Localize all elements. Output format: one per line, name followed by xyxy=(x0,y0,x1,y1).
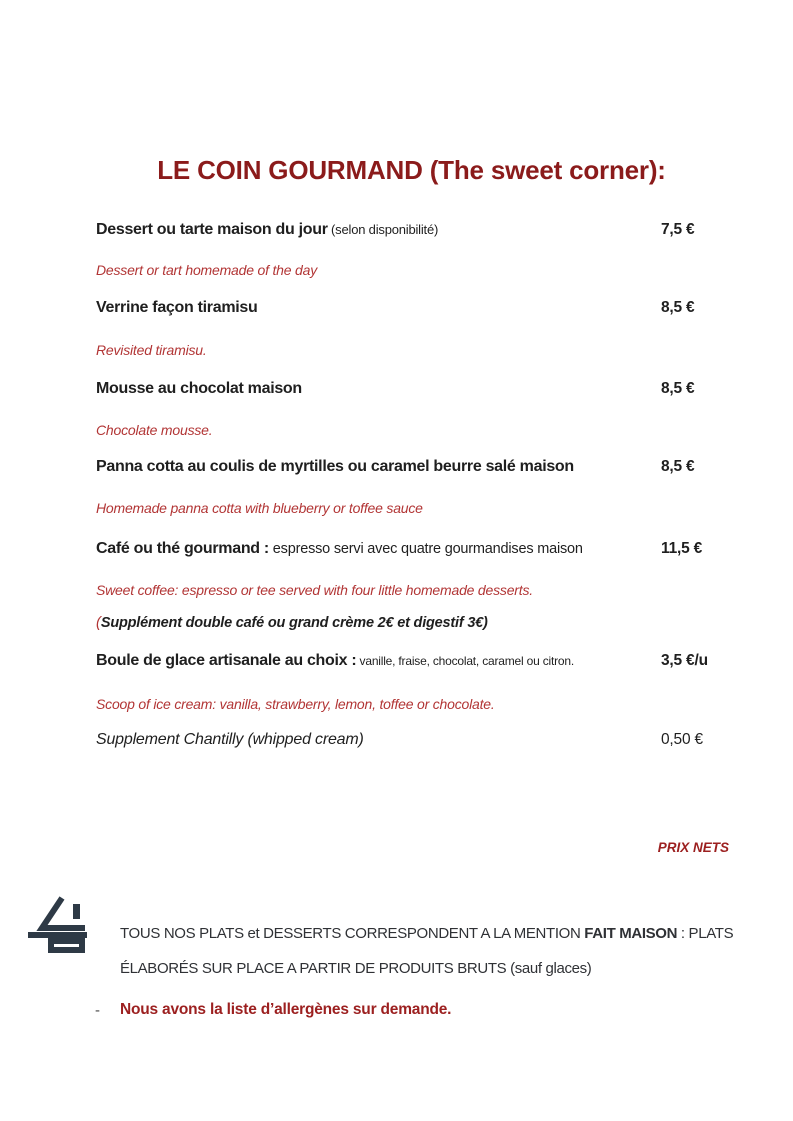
fait-maison-bold-label: FAIT MAISON xyxy=(584,925,678,942)
fait-maison-line-2: ÉLABORÉS SUR PLACE A PARTIR DE PRODUITS BRUTS (sauf glaces) xyxy=(120,960,592,977)
supplement-note: (Supplément double café ou grand crème 2€ et digestif 3€) xyxy=(96,615,488,631)
item-description: espresso servi avec quatre gourmandises maison xyxy=(268,541,583,557)
item-price: 11,5 € xyxy=(661,540,703,557)
page-title: LE COIN GOURMAND (The sweet corner): xyxy=(157,155,666,185)
item-price: 3,5 €/u xyxy=(661,652,708,669)
menu-item-translation: Scoop of ice cream: vanilla, strawberry, lemon, toffee or chocolate. xyxy=(96,696,495,712)
item-availability-note: (selon disponibilité) xyxy=(327,222,439,237)
item-price: 7,5 € xyxy=(661,221,695,238)
menu-item-translation: Dessert or tart homemade of the day xyxy=(96,262,317,278)
menu-item-supplement-chantilly xyxy=(96,731,763,749)
item-name: Café ou thé gourmand : xyxy=(96,540,269,557)
menu-item-boule-de-glace xyxy=(96,652,763,670)
note-open-paren: ( xyxy=(96,615,101,631)
item-price: 8,5 € xyxy=(661,458,695,475)
menu-item-translation: Sweet coffee: espresso or tee served with four little homemade desserts. xyxy=(96,582,533,598)
item-flavours: vanille, fraise, chocolat, caramel ou citron. xyxy=(356,654,574,668)
item-name: Verrine façon tiramisu xyxy=(96,299,258,316)
item-name: Boule de glace artisanale au choix : xyxy=(96,652,357,669)
menu-item-translation: Homemade panna cotta with blueberry or toffee sauce xyxy=(96,500,423,516)
item-name: Supplement Chantilly (whipped cream) xyxy=(96,731,364,748)
fait-maison-house-saucepan-icon xyxy=(28,894,90,954)
allergens-bullet-dash: - xyxy=(95,1002,100,1019)
prix-nets-label: PRIX NETS xyxy=(657,840,729,855)
menu-item-panna-cotta xyxy=(96,458,763,476)
item-price: 8,5 € xyxy=(661,299,695,316)
menu-item-verrine-tiramisu xyxy=(96,299,763,317)
item-price: 8,5 € xyxy=(661,380,695,397)
menu-item-cafe-gourmand xyxy=(96,540,763,558)
menu-item-mousse-chocolat xyxy=(96,380,763,398)
menu-item-translation: Revisited tiramisu. xyxy=(96,342,207,358)
menu-item-dessert-du-jour xyxy=(96,221,763,239)
item-name: Dessert ou tarte maison du jour xyxy=(96,221,328,238)
fait-maison-statement xyxy=(120,916,775,986)
item-price: 0,50 € xyxy=(661,731,703,748)
fait-maison-line-1: TOUS NOS PLATS et DESSERTS CORRESPONDENT A LA MENTION FAIT MAISON : PLATS xyxy=(120,925,734,942)
menu-item-translation: Chocolate mousse. xyxy=(96,422,213,438)
allergens-note: Nous avons la liste d’allergènes sur demande. xyxy=(120,1001,452,1018)
item-name: Mousse au chocolat maison xyxy=(96,380,302,397)
item-name: Panna cotta au coulis de myrtilles ou caramel beurre salé maison xyxy=(96,458,574,475)
